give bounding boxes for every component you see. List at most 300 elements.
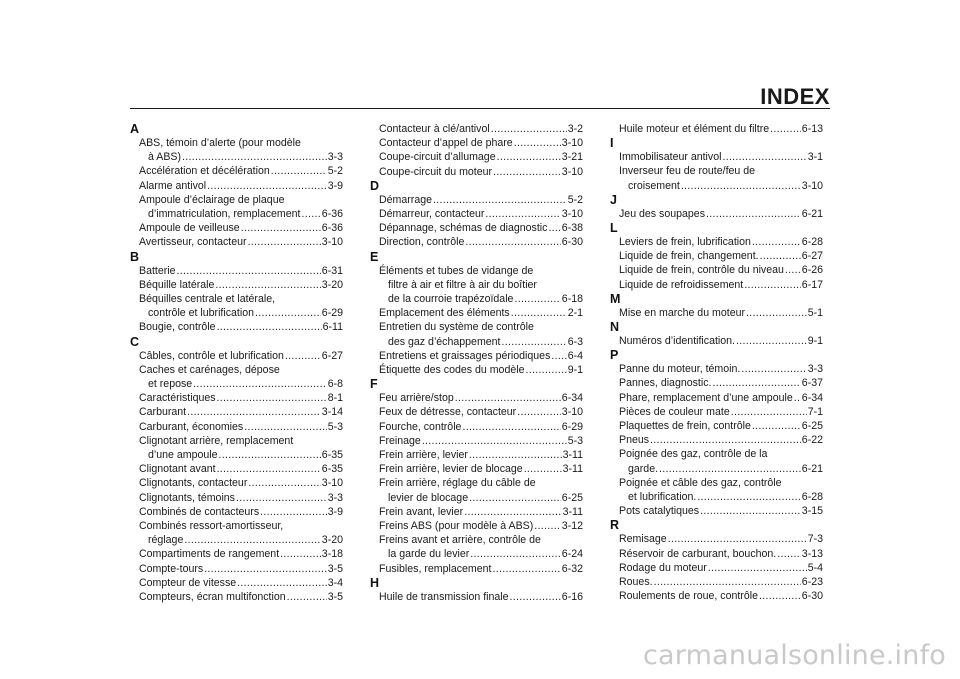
index-entry — [370, 122, 583, 136]
dot-leader — [285, 349, 321, 363]
dot-leader — [697, 490, 800, 504]
page-number: 6-17 — [801, 278, 823, 291]
page-number: 6-22 — [801, 434, 823, 447]
entry-text: Pièces de couleur mate — [619, 405, 730, 418]
entry-text: Feux de détresse, contacteur — [379, 406, 517, 419]
page-number: 3-5 — [327, 591, 343, 604]
entry-text: Clignotant avant — [139, 463, 216, 476]
entry-text: Immobilisateur antivol — [619, 151, 722, 164]
dot-leader — [502, 335, 567, 349]
index-entry — [130, 547, 343, 561]
index-entry — [370, 533, 583, 561]
index-entry — [370, 505, 583, 519]
entry-text: Démarreur, contacteur — [379, 208, 485, 221]
entry-text: Phare, remplacement d’une ampoule — [619, 391, 793, 404]
section-letter: L — [610, 221, 618, 236]
entry-text: Frein avant, levier — [379, 505, 464, 518]
index-entry — [370, 405, 583, 419]
page-number: 3-18 — [321, 548, 343, 561]
page-number: 3-11 — [562, 505, 583, 518]
entry-text: Entretien du système de contrôle — [379, 321, 534, 334]
index-entry — [610, 561, 823, 575]
dot-leader — [759, 589, 801, 603]
dot-leader — [514, 292, 560, 306]
entry-text: Démarrage — [379, 193, 432, 206]
entry-text: Compteur de vitesse — [139, 576, 237, 589]
dot-leader — [464, 505, 561, 519]
section-letter: J — [610, 192, 617, 207]
dot-leader — [785, 263, 801, 277]
dot-leader — [524, 462, 562, 476]
section-letter: P — [610, 348, 619, 363]
entry-text: d’une ampoule — [148, 449, 218, 462]
index-column-1 — [130, 122, 343, 604]
entry-text: Carburant, économies — [139, 420, 244, 433]
page-number: 6-34 — [801, 391, 823, 404]
index-entry — [130, 519, 343, 547]
index-column-3 — [610, 122, 823, 603]
index-entry — [370, 590, 583, 604]
page-number: 5-2 — [567, 193, 583, 206]
dot-leader — [217, 391, 327, 405]
page-number: 3-1 — [807, 151, 823, 164]
index-entry — [370, 434, 583, 448]
entry-text: Numéros d’identification. — [619, 335, 735, 348]
index-entry — [370, 150, 583, 164]
dot-leader — [465, 235, 560, 249]
entry-text: Béquilles centrale et latérale, — [139, 293, 276, 306]
section-letter: B — [130, 249, 140, 264]
entry-text: Alarme antivol — [139, 179, 207, 192]
dot-leader — [302, 207, 321, 221]
page-number: 3-10 — [561, 208, 583, 221]
dot-leader — [736, 334, 807, 348]
entry-text: Clignotant arrière, remplacement — [139, 434, 294, 447]
dot-leader — [241, 221, 321, 235]
index-entry — [610, 391, 823, 405]
section-letter: I — [610, 136, 614, 151]
index-column-2 — [370, 122, 583, 604]
index-entry — [130, 363, 343, 391]
page-number: 9-1 — [807, 335, 823, 348]
page-number: 3-10 — [561, 137, 583, 150]
index-entry — [610, 263, 823, 277]
page-number: 6-16 — [561, 590, 583, 603]
entry-text: filtre à air et filtre à air du boîtier — [388, 278, 537, 291]
index-entry — [370, 562, 583, 576]
index-entry — [130, 320, 343, 334]
page-number: 3-5 — [327, 562, 343, 575]
page-number: 6-36 — [321, 222, 343, 235]
dot-leader — [255, 306, 321, 320]
entry-text: Coupe-circuit d’allumage — [379, 151, 496, 164]
page-number: 6-32 — [561, 562, 583, 575]
entry-text: Inverseur feu de route/feu de — [619, 165, 756, 178]
dot-leader — [491, 122, 567, 136]
entry-text: Batterie — [139, 264, 176, 277]
page-number: 3-10 — [561, 406, 583, 419]
entry-text: croisement — [628, 179, 680, 192]
index-entry — [130, 590, 343, 604]
dot-leader — [287, 590, 327, 604]
index-entry — [610, 376, 823, 390]
dot-leader — [204, 562, 327, 576]
section-letter: H — [370, 575, 380, 590]
dot-leader — [548, 221, 560, 235]
index-entry — [130, 179, 343, 193]
entry-text: Réservoir de carburant, bouchon. — [619, 547, 777, 560]
entry-text: Bougie, contrôle — [139, 321, 216, 334]
entry-text: Caches et carénages, dépose — [139, 363, 280, 376]
section-letter: R — [610, 518, 620, 533]
dot-leader — [260, 505, 327, 519]
index-entry — [610, 207, 823, 221]
page-number: 6-8 — [327, 378, 343, 391]
page-number: 6-35 — [321, 463, 343, 476]
section-letter: C — [130, 334, 140, 349]
index-entry — [610, 235, 823, 249]
index-entry — [130, 505, 343, 519]
page-number: 6-13 — [801, 123, 823, 135]
index-entry — [610, 405, 823, 419]
dot-leader — [207, 179, 327, 193]
index-entry — [130, 434, 343, 462]
page-number: 6-36 — [321, 208, 343, 221]
index-entry — [130, 576, 343, 590]
dot-leader — [777, 547, 801, 561]
section-letter: E — [370, 249, 379, 264]
dot-leader — [534, 519, 561, 533]
page-number: 3-21 — [561, 151, 583, 164]
dot-leader — [744, 278, 801, 292]
page-number: 6-28 — [801, 491, 823, 504]
dot-leader — [248, 235, 321, 249]
page-number: 3-12 — [561, 520, 583, 533]
page-number: 6-37 — [801, 377, 823, 390]
dot-leader — [681, 179, 801, 193]
dot-leader — [217, 320, 322, 334]
dot-leader — [177, 264, 321, 278]
index-entry — [370, 320, 583, 348]
page-number: 6-27 — [321, 349, 343, 362]
index-entry — [610, 122, 823, 136]
index-entry — [610, 547, 823, 561]
entry-text: ABS, témoin d’alerte (pour modèle — [139, 137, 301, 149]
index-entry — [130, 405, 343, 419]
entry-text: Clignotants, contacteur — [139, 477, 248, 490]
dot-leader — [770, 122, 801, 136]
page-number: 6-35 — [321, 449, 343, 462]
index-entry — [610, 433, 823, 447]
dot-leader — [510, 590, 561, 604]
entry-text: Panne du moteur, témoin. — [619, 363, 741, 376]
page-number: 2-1 — [567, 307, 583, 320]
dot-leader — [741, 362, 806, 376]
dot-leader — [493, 165, 561, 179]
index-entry — [370, 448, 583, 462]
entry-text: d’immatriculation, remplacement — [148, 208, 301, 221]
page-number: 3-2 — [567, 123, 583, 135]
entry-text: Jeu des soupapes — [619, 207, 705, 220]
entry-text: Freins ABS (pour modèle à ABS) — [379, 520, 534, 533]
title-rule — [130, 108, 830, 109]
entry-text: Poignée et câble des gaz, contrôle — [619, 476, 782, 489]
index-entry — [130, 278, 343, 292]
index-entry — [370, 193, 583, 207]
index-entry — [130, 391, 343, 405]
entry-text: Liquide de frein, changement. — [619, 250, 759, 263]
entry-text: Remisage — [619, 533, 667, 546]
index-entry — [370, 264, 583, 307]
entry-text: Feu arrière/stop — [379, 392, 454, 405]
page-number: 9-1 — [567, 364, 583, 377]
page-number: 3-9 — [327, 179, 343, 192]
page-number: 6-25 — [561, 491, 583, 504]
page-number: 6-4 — [567, 349, 583, 362]
page-number: 5-3 — [327, 420, 343, 433]
entry-text: Rodage du moteur — [619, 561, 707, 574]
page-number: 6-21 — [801, 462, 823, 475]
entry-text: Compte-tours — [139, 562, 204, 575]
page-number: 5-3 — [567, 434, 583, 447]
index-entry — [130, 491, 343, 505]
index-entry — [610, 589, 823, 603]
index-entry — [130, 164, 343, 178]
entry-text: de la courroie trapézoïdale — [388, 293, 514, 306]
dot-leader — [462, 420, 560, 434]
dot-leader — [422, 434, 567, 448]
dot-leader — [708, 561, 807, 575]
entry-text: garde. — [628, 462, 659, 475]
index-entry — [610, 249, 823, 263]
page-number: 6-34 — [561, 392, 583, 405]
dot-leader — [236, 491, 327, 505]
dot-leader — [525, 363, 566, 377]
dot-leader — [654, 575, 801, 589]
entry-text: contrôle et lubrification — [148, 307, 254, 320]
entry-text: et repose — [148, 378, 193, 391]
dot-leader — [193, 377, 327, 391]
entry-text: Ampoule de veilleuse — [139, 222, 240, 235]
index-entry — [610, 334, 823, 348]
entry-text: Étiquette des codes du modèle — [379, 364, 525, 377]
index-entry — [610, 150, 823, 164]
dot-leader — [712, 376, 800, 390]
entry-text: Avertisseur, contacteur — [139, 236, 247, 249]
entry-text: Frein arrière, réglage du câble de — [379, 477, 536, 490]
index-entry — [370, 462, 583, 476]
entry-text: Freinage — [379, 434, 421, 447]
entry-text: Frein arrière, levier — [379, 449, 468, 462]
page-number: 3-10 — [321, 477, 343, 490]
page-number: 7-3 — [807, 533, 823, 546]
index-entry — [130, 420, 343, 434]
entry-text: Combinés de contacteurs — [139, 505, 260, 518]
entry-text: Fusibles, remplacement — [379, 562, 492, 575]
dot-leader — [469, 491, 561, 505]
page-number: 3-15 — [801, 505, 823, 518]
entry-text: Béquille latérale — [139, 278, 215, 291]
index-entry — [130, 462, 343, 476]
page-number: 3-20 — [321, 534, 343, 547]
index-entry — [370, 136, 583, 150]
dot-leader — [514, 136, 561, 150]
index-entry — [370, 476, 583, 504]
entry-text: Compartiments de rangement — [139, 548, 280, 561]
dot-leader — [182, 150, 327, 164]
entry-text: Entretiens et graissages périodiques — [379, 349, 551, 362]
entry-text: Contacteur à clé/antivol — [379, 123, 490, 135]
index-entry — [370, 349, 583, 363]
page-number: 6-25 — [801, 420, 823, 433]
index-entry — [610, 164, 823, 192]
dot-leader — [706, 207, 801, 221]
entry-text: Huile de transmission finale — [379, 590, 509, 603]
index-entry — [130, 235, 343, 249]
entry-text: Leviers de frein, lubrification — [619, 236, 751, 249]
page-number: 3-13 — [801, 547, 823, 560]
page-number: 3-3 — [807, 363, 823, 376]
entry-text: Plaquettes de frein, contrôle — [619, 420, 751, 433]
index-entry — [370, 420, 583, 434]
section-letter: F — [370, 377, 378, 392]
entry-text: Contacteur d’appel de phare — [379, 137, 513, 150]
entry-text: Combinés ressort-amortisseur, — [139, 520, 284, 533]
page-number: 6-28 — [801, 236, 823, 249]
dot-leader — [215, 278, 320, 292]
page-number: 6-27 — [801, 250, 823, 263]
dot-leader — [511, 306, 567, 320]
page-number: 6-29 — [321, 307, 343, 320]
page-number: 3-11 — [562, 449, 583, 462]
page-number: 6-31 — [321, 264, 343, 277]
dot-leader — [668, 532, 807, 546]
dot-leader — [271, 164, 327, 178]
dot-leader — [219, 448, 321, 462]
page-number: 3-3 — [327, 491, 343, 504]
page-number: 7-1 — [807, 405, 823, 418]
dot-leader — [469, 448, 562, 462]
entry-text: Roues. — [619, 576, 653, 589]
entry-text: à ABS) — [148, 151, 181, 164]
index-entry — [610, 278, 823, 292]
index-entry — [370, 306, 583, 320]
entry-text: la garde du levier — [388, 548, 470, 561]
index-entry — [130, 476, 343, 490]
entry-text: Dépannage, schémas de diagnostic — [379, 222, 548, 235]
dot-leader — [722, 150, 806, 164]
index-entry — [610, 447, 823, 475]
index-entry — [610, 504, 823, 518]
dot-leader — [455, 391, 561, 405]
entry-text: des gaz d’échappement — [388, 335, 501, 348]
dot-leader — [700, 504, 801, 518]
index-entry — [130, 349, 343, 363]
dot-leader — [517, 405, 561, 419]
page-number: 6-29 — [561, 420, 583, 433]
watermark: carmanualsonline.info — [643, 640, 946, 671]
page-number: 3-11 — [562, 463, 583, 476]
entry-text: Éléments et tubes de vidange de — [379, 264, 534, 277]
dot-leader — [187, 405, 321, 419]
dot-leader — [650, 433, 801, 447]
page-number: 6-30 — [801, 590, 823, 603]
dot-leader — [244, 420, 326, 434]
entry-text: Roulements de roue, contrôle — [619, 590, 758, 603]
index-entry — [610, 306, 823, 320]
entry-text: Poignée des gaz, contrôle de la — [619, 448, 768, 461]
dot-leader — [752, 235, 801, 249]
entry-text: Coupe-circuit du moteur — [379, 165, 493, 178]
entry-text: levier de blocage — [388, 491, 469, 504]
page-title: INDEX — [760, 84, 830, 109]
index-entry — [130, 136, 343, 164]
page-number: 6-38 — [561, 222, 583, 235]
dot-leader — [470, 547, 561, 561]
page-number: 8-1 — [327, 392, 343, 405]
index-entry — [370, 391, 583, 405]
dot-leader — [248, 476, 320, 490]
entry-text: Emplacement des éléments — [379, 307, 510, 320]
page-number: 6-21 — [801, 207, 823, 220]
index-entry — [610, 419, 823, 433]
index-entry — [370, 235, 583, 249]
page-number: 3-9 — [327, 505, 343, 518]
dot-leader — [485, 207, 560, 221]
page-number: 5-1 — [807, 306, 823, 319]
entry-text: Compteurs, écran multifonction — [139, 591, 286, 604]
index-entry — [130, 562, 343, 576]
entry-text: Mise en marche du moteur — [619, 306, 746, 319]
index-entry — [610, 362, 823, 376]
index-entry — [610, 575, 823, 589]
dot-leader — [760, 249, 801, 263]
index-entry — [370, 165, 583, 179]
page-number: 6-26 — [801, 264, 823, 277]
index-entry — [610, 532, 823, 546]
dot-leader — [280, 547, 321, 561]
page-number: 3-4 — [327, 576, 343, 589]
page-number: 6-30 — [561, 236, 583, 249]
page-number: 3-10 — [561, 165, 583, 178]
entry-text: Direction, contrôle — [379, 236, 465, 249]
entry-text: Pots catalytiques — [619, 505, 700, 518]
page-number: 3-3 — [327, 151, 343, 164]
section-letter: M — [610, 291, 621, 306]
page-number: 6-23 — [801, 576, 823, 589]
dot-leader — [551, 349, 566, 363]
page-number: 3-20 — [321, 278, 343, 291]
page-number: 6-11 — [322, 321, 343, 334]
page-number: 5-2 — [327, 165, 343, 178]
dot-leader — [746, 306, 807, 320]
entry-text: Huile moteur et élément du filtre — [619, 123, 770, 135]
entry-text: Liquide de refroidissement — [619, 278, 744, 291]
page-number: 6-3 — [567, 335, 583, 348]
page-number: 6-24 — [561, 548, 583, 561]
dot-leader — [492, 562, 560, 576]
entry-text: et lubrification. — [628, 491, 697, 504]
dot-leader — [752, 419, 801, 433]
dot-leader — [237, 576, 327, 590]
entry-text: Pneus — [619, 434, 650, 447]
entry-text: Clignotants, témoins — [139, 491, 235, 504]
index-entry — [130, 292, 343, 320]
entry-text: Frein arrière, levier de blocage — [379, 463, 523, 476]
page-number: 3-10 — [801, 179, 823, 192]
section-letter: A — [130, 122, 140, 136]
index-entry — [610, 476, 823, 504]
